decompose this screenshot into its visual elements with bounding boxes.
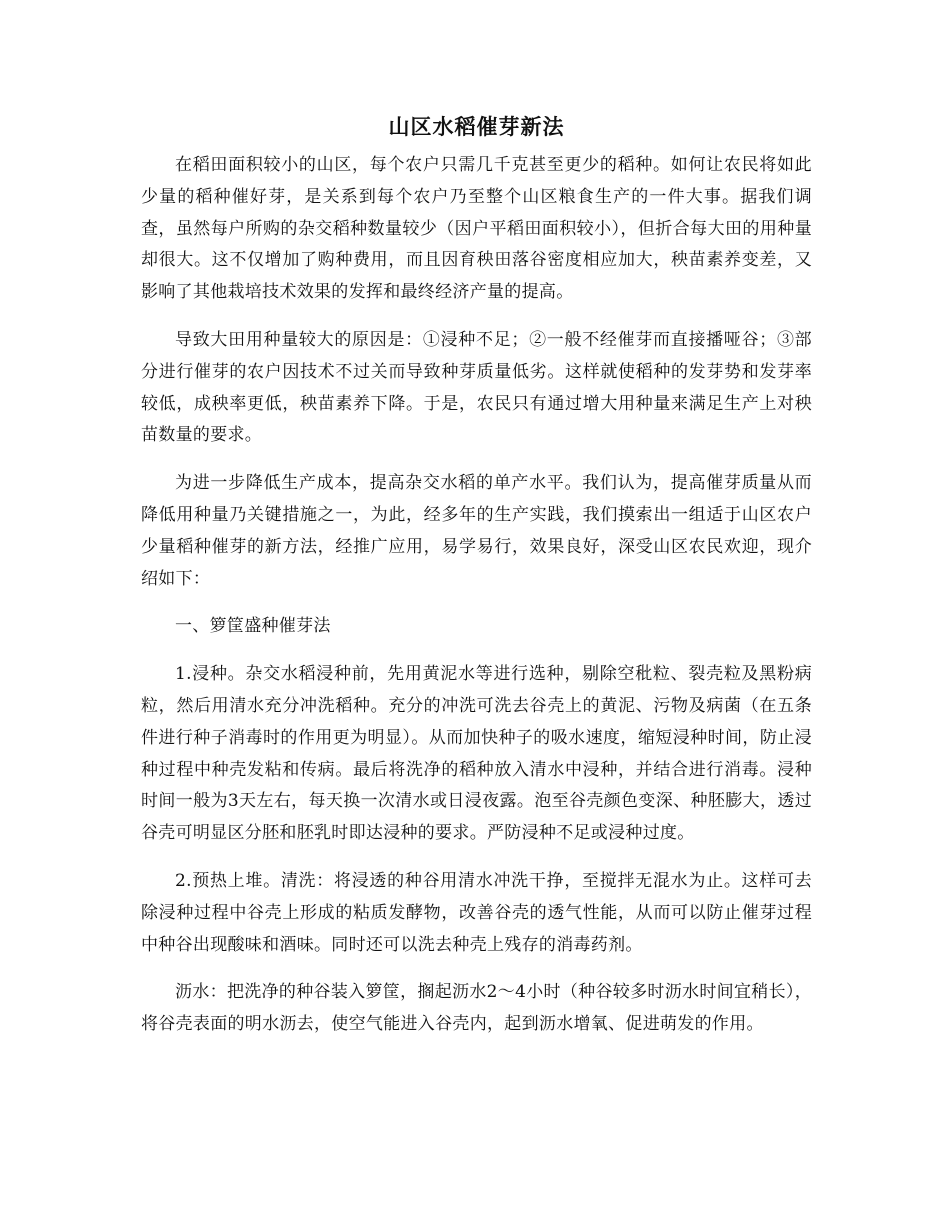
paragraph-intro: 在稻田面积较小的山区，每个农户只需几千克甚至更少的稻种。如何让农民将如此少量的稻种催好芽，是关系到每个农户乃至整个山区粮食生产的一件大事。据我们调查，虽然每户所购的杂交稻种数量较少（因户平稻田面积较小），但折合每大田的用种量却很大。这不仅增加了购种费用，而且因育秧田落谷密度相应加大，秧苗素养变差，又影响了其他栽培技术效果的发挥和最终经济产量的提高。 xyxy=(141,155,812,303)
section-heading-basket-method: 一、箩筐盛种催芽法 xyxy=(175,616,331,637)
paragraph-step-draining: 沥水：把洗净的种谷装入箩筐，搁起沥水2～4小时（种谷较多时沥水时间宜稍长），将谷壳表面的明水沥去，使空气能进入谷壳内，起到沥水增氧、促进萌发的作用。 xyxy=(141,982,812,1035)
paragraph-step-preheat: 2.预热上堆。清洗：将浸透的种谷用清水冲洗干挣，至搅拌无混水为止。这样可去除浸种过程中谷壳上形成的粘质发酵物，改善谷壳的透气性能，从而可以防止催芽过程中种谷出现酸味和酒味。同时还可以洗去种壳上残存的消毒药剂。 xyxy=(141,870,812,955)
document-title: 山区水稻催芽新法 xyxy=(388,114,565,139)
document-body xyxy=(141,112,812,1057)
paragraph-step-soaking: 1.浸种。杂交水稻浸种前，先用黄泥水等进行选种，剔除空秕粒、裂壳粒及黑粉病粒，然后用清水充分冲洗稻种。充分的冲洗可洗去谷壳上的黄泥、污物及病菌（在五条件进行种子消毒时的作用更为明显）。从而加快种子的吸水速度，缩短浸种时间，防止浸种过程中种壳发粘和传病。最后将洗净的稻种放入清水中浸种，并结合进行消毒。浸种时间一般为3天左右，每天换一次清水或日浸夜露。泡至谷壳颜色变深、种胚膨大，透过谷壳可明显区分胚和胚乳时即达浸种的要求。严防浸种不足或浸种过度。 xyxy=(141,664,812,844)
paragraph-method-intro: 为进一步降低生产成本，提高杂交水稻的单产水平。我们认为，提高催芽质量从而降低用种量乃关键措施之一，为此，经多年的生产实践，我们摸索出一组适于山区农户少量稻种催芽的新方法，经推广应用，易学易行，效果良好，深受山区农民欢迎，现介绍如下： xyxy=(141,473,812,589)
paragraph-causes: 导致大田用种量较大的原因是：①浸种不足；②一般不经催芽而直接播哑谷；③部分进行催芽的农户因技术不过关而导致种芽质量低劣。这样就使稻种的发芽势和发芽率较低，成秧率更低，秧苗素养下降。于是，农民只有通过增大用种量来满足生产上对秧苗数量的要求。 xyxy=(141,329,812,446)
